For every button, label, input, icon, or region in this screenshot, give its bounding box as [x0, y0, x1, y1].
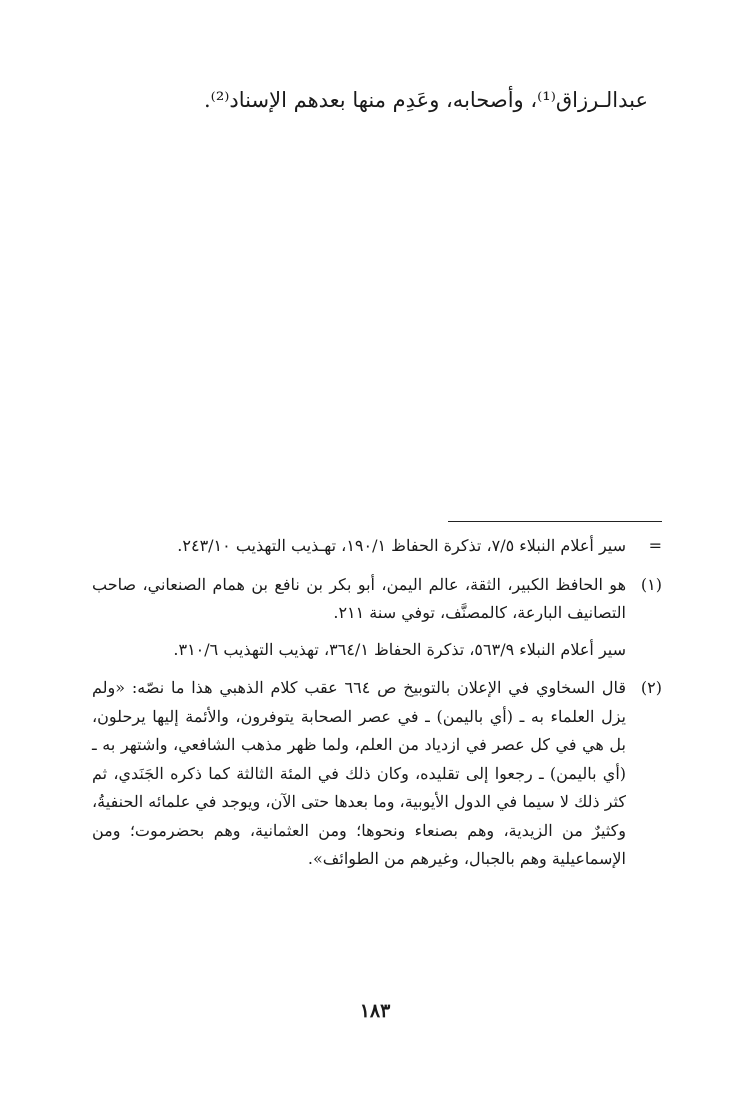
footnote-continuation-marker: =	[648, 536, 662, 555]
footnote-continuation-text: سير أعلام النبلاء ٧/٥، تذكرة الحفاظ ١٩٠/١، تهـذيب التهذيب ٢٤٣/١٠.	[177, 536, 626, 555]
footnote-separator	[448, 521, 662, 522]
main-text-paragraph: عبدالـرزاق⁽¹⁾، وأصحابه، وعَدِم منها بعدهم الإسناد⁽²⁾.	[204, 88, 648, 112]
footnote-continuation	[92, 532, 662, 561]
footnote-1	[92, 571, 662, 665]
footnote-1-text: هو الحافظ الكبير، الثقة، عالم اليمن، أبو بكر بن نافع بن همام الصنعاني، صاحب التصانيف البارعة، كالمصنَّف، توفي سنة ٢١١.	[92, 574, 626, 622]
footnote-2-marker: (٢)	[640, 678, 662, 697]
page-number: ١٨٣	[359, 1000, 391, 1022]
footnote-1-sources: سير أعلام النبلاء ٥٦٣/٩، تذكرة الحفاظ ٣٦٤/١، تهذيب التهذيب ٣١٠/٦.	[173, 639, 626, 659]
footnote-1-marker: (١)	[640, 574, 662, 594]
footnotes-section	[92, 532, 662, 884]
footnote-2-text: قال السخاوي في الإعلان بالتوبيخ ص ٦٦٤ عقب كلام الذهبي هذا ما نصّه: «ولم يزل العلماء به ـ (أي باليمن) ـ في عصر الصحابة يتوفرون، والأئمة إليها يرحلون، بل هي في كل عصر في ازدياد من العلم، ولما ظهر مذهب الشافعي، واشتهر به ـ (أي باليمن) ـ رجعوا إلى تقليده، وكان ذلك في المئة الثالثة كما ذكره الجَنَدي، ثم كثر ذلك لا سيما في الدول الأيوبية، وما بعدها حتى الآن، ويوجد في علمائه الحنفيةُ، وكثيرٌ من الزيدية، وهم بصنعاء ونحوها؛ ومن العثمانية، وهم بحضرموت؛ ومن الإسماعيلية وهم بالجبال، وغيرهم من الطوائف».	[92, 678, 627, 868]
footnote-2	[92, 674, 662, 874]
